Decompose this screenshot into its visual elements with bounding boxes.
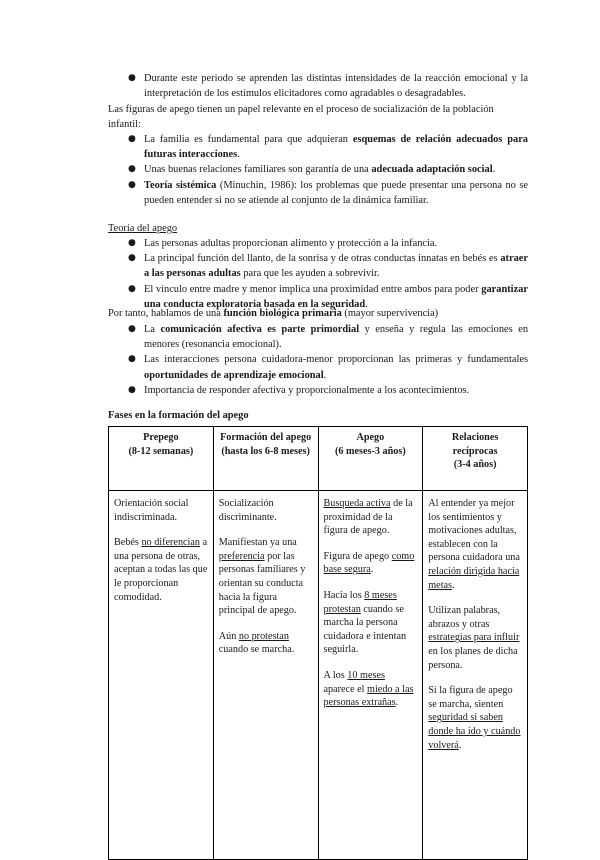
header-cell: Prepego (8-12 semanas) (109, 427, 214, 491)
familia-list (108, 132, 528, 208)
table-header-row (109, 427, 528, 491)
cell-relaciones: Al entender ya mejor los sentimientos y motivaciones adultas, establecen con la persona cuidadora una relación dirigida hacia metas. Utilizan palabras, abrazos y otras estrategias para influir en los planes de dicha persona. Si la figura de apego se marcha, sienten seguridad si saben donde ha ido y cuándo volverá. (423, 491, 528, 860)
bullet-icon: ● (128, 324, 136, 334)
bullet-icon: ● (128, 134, 136, 144)
list-item: ● La comunicación afectiva es parte primordial y enseña y regula las emociones en menores (resonancia emocional). (128, 324, 529, 351)
list-item: ● Teoría sistémica (Minuchin, 1986): los problemas que puede presentar una persona no se pueden entender si no se atiende al conjunto de la dinámica familiar. (128, 179, 528, 206)
header-cell: Relaciones recíprocas (3-4 años) (423, 427, 528, 491)
bullet-icon: ● (128, 238, 136, 248)
list-item: ● La principal función del llanto, de la sonrisa y de otras conductas innatas en bebés es atraer a las personas adultas para que les ayuden a sobrevivir. (128, 253, 528, 280)
list-item: ● Unas buenas relaciones familiares son garantía de una adecuada adaptación social. (108, 162, 528, 177)
bullet-icon: ● (128, 179, 136, 190)
cell-prepego: Orientación social indiscriminada. Bebés no diferencian a una persona de otras, aceptan a todas las que le proporcionan comodidad. (109, 491, 214, 860)
teoria-heading: Teoría del apego (108, 223, 178, 234)
intro-list (108, 71, 528, 101)
por-tanto: Por tanto, hablamos de una función biológica primaria (mayor supervivencia) (108, 308, 439, 319)
cell-apego: Busqueda activa de la proximidad de la figura de apego. Figura de apego como base segura. Hacia los 8 meses protestan cuando se marcha la persona cuidadora e intentan seguirla. A los 10 meses aparece el miedo a las personas extrañas. (318, 491, 423, 860)
teoria-list (108, 236, 528, 312)
header-cell: Formación del apego (hasta los 6-8 meses) (213, 427, 318, 491)
bullet-icon: ● (128, 354, 136, 365)
list-item: ● La familia es fundamental para que adquieran esquemas de relación adecuados para futuras interacciones. (128, 134, 528, 161)
list-item: ● Las interacciones persona cuidadora-menor proporcionan las primeras y fundamentales oportunidades de aprendizaje emocional. (128, 354, 528, 381)
bullet-icon: ● (128, 283, 136, 294)
cell-formacion: Socialización discriminante. Manifiestan ya una preferencia por las personas familiares y orientan su conducta hacia la figura principal de apego. Aún no protestan cuando se marcha. (213, 491, 318, 860)
header-cell: Apego (6 meses-3 años) (318, 427, 423, 491)
table-row (109, 491, 528, 860)
list-item: ● El vínculo entre madre y menor implica una proximidad entre ambos para poder garantizar una conducta exploratoria basada en la seguridad. (128, 283, 528, 310)
phases-table (108, 426, 528, 860)
funcion-list (108, 322, 528, 398)
paragraph-figuras: Las figuras de apego tienen un papel relevante en el proceso de socialización de la población infantil: (108, 104, 494, 131)
bullet-icon: ● (128, 253, 136, 264)
list-item: ● Importancia de responder afectiva y proporcionalmente a los acontecimientos. (108, 383, 528, 398)
bullet-icon: ● (128, 384, 136, 395)
bullet-icon: ● (128, 164, 136, 175)
bullet-icon: ● (128, 73, 136, 83)
fases-title: Fases en la formación del apego (108, 410, 249, 421)
list-item: ● Durante este periodo se aprenden las distintas intensidades de la reacción emocional y la interpretación de los estímulos elicitadores como agradables o desagradables. (128, 73, 528, 100)
list-item: ● Las personas adultas proporcionan alimento y protección a la infancia. (108, 236, 528, 251)
